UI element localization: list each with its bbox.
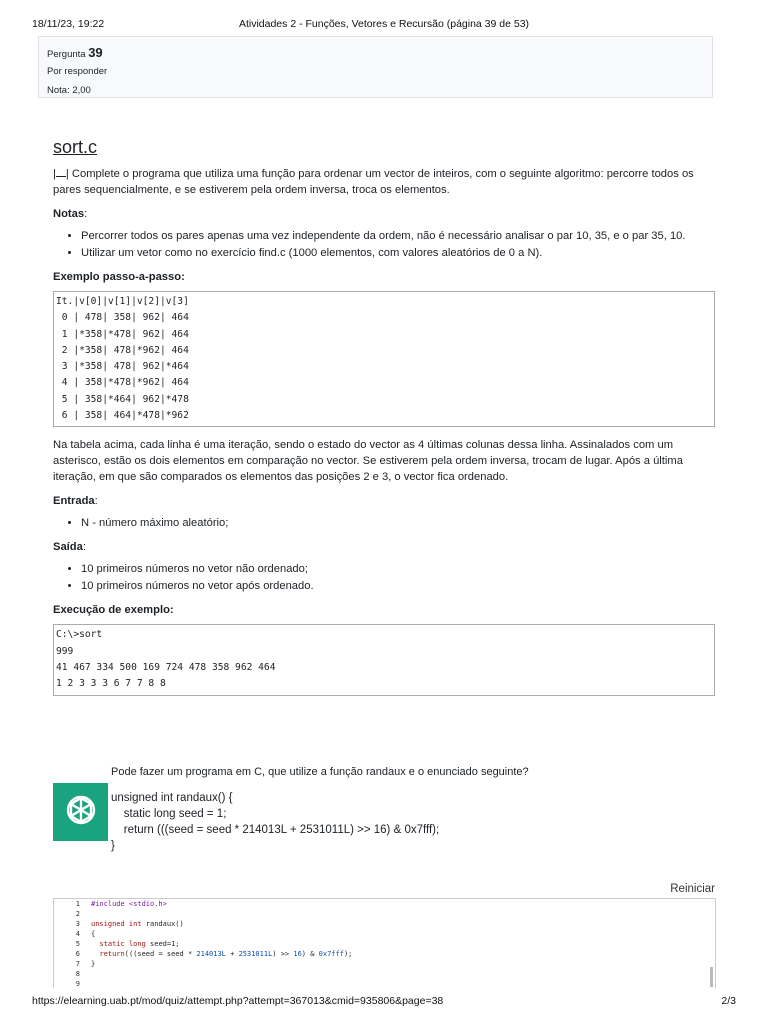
line-number: 4 bbox=[75, 930, 80, 938]
line-number: 9 bbox=[75, 980, 80, 988]
blank-marker: | | bbox=[53, 168, 69, 180]
list-item: • Utilizar um vetor como no exercício find.c (1000 elementos, com valores aleatórios de 0 a N). bbox=[81, 245, 715, 261]
line-number: 3 bbox=[75, 920, 80, 928]
code-line: } bbox=[91, 960, 96, 968]
saida-label: Saída bbox=[53, 541, 83, 554]
reset-button[interactable]: Reiniciar bbox=[670, 883, 715, 895]
seed-decl: seed=1; bbox=[145, 940, 180, 948]
code-line: unsigned int randaux() { bbox=[111, 792, 233, 804]
code-editor[interactable] bbox=[53, 898, 716, 988]
exemplo-heading: Exemplo passo-a-passo: bbox=[53, 271, 185, 283]
table-row: 6 | 358| 464|*478|*962 bbox=[56, 410, 189, 422]
code-token: ) & bbox=[301, 950, 319, 958]
line-number: 5 bbox=[75, 940, 80, 948]
code-line: } bbox=[111, 840, 115, 852]
chat-code bbox=[111, 790, 439, 854]
openai-logo-glyph bbox=[61, 792, 101, 832]
output-line: 999 bbox=[56, 645, 74, 657]
function-signature: randaux() bbox=[141, 920, 184, 928]
intro-text: Complete o programa que utiliza uma função para ordenar um vector de inteiros, com o seguinte algoritmo: percorre todos os pares sequencialmente, e se estiverem pela ordem inversa, troca os elementos. bbox=[53, 168, 694, 196]
list-item: • Percorrer todos os pares apenas uma vez independente da ordem, não é necessário analisar o par 10, 35, e o par 35, 10. bbox=[81, 228, 715, 244]
code-token: ); bbox=[343, 950, 353, 958]
line-number: 6 bbox=[75, 950, 80, 958]
code-line: { bbox=[91, 930, 96, 938]
question-content bbox=[53, 130, 715, 706]
question-label: Pergunta bbox=[47, 49, 86, 60]
list-item: • 10 primeiros números no vetor após ordenado. bbox=[81, 578, 715, 594]
code-line: static long seed = 1; bbox=[111, 808, 227, 820]
output-line: C:\>sort bbox=[56, 629, 103, 641]
line-number: 2 bbox=[75, 910, 80, 918]
chat-prompt: Pode fazer um programa em C, que utilize a função randaux e o enunciado seguinte? bbox=[111, 766, 529, 778]
execucao-heading: Execução de exemplo: bbox=[53, 604, 174, 617]
code-token: ) >> bbox=[272, 950, 294, 958]
question-info-box bbox=[38, 36, 713, 98]
print-title: Atividades 2 - Funções, Vetores e Recursão (página 39 de 53) bbox=[238, 18, 530, 30]
editor-scrollbar[interactable] bbox=[710, 967, 713, 987]
table-row: 3 |*358| 478| 962|*464 bbox=[56, 361, 189, 373]
code-line bbox=[91, 900, 167, 908]
line-number: 1 bbox=[75, 900, 80, 908]
explanation-paragraph: Na tabela acima, cada linha é uma iteração, sendo o estado do vector as 4 últimas colunas dessa linha. Assinalados com um asterisco, estão os dois elementos em comparação no vector. Se estiverem pela ordem inversa, trocam de lugar. Após a última iteração, em que são comparados os elementos das posições 2 e 3, o vector fica ordenado. bbox=[53, 439, 683, 484]
list-item: • N - número máximo aleatório; bbox=[81, 515, 715, 531]
execucao-box bbox=[53, 624, 715, 695]
entrada-list bbox=[53, 515, 715, 531]
table-row: 1 |*358|*478| 962| 464 bbox=[56, 328, 189, 340]
entrada-label: Entrada bbox=[53, 495, 95, 508]
code-line bbox=[91, 950, 352, 958]
return-keyword: return bbox=[99, 950, 125, 958]
list-item: • 10 primeiros números no vetor não ordenado; bbox=[81, 561, 715, 577]
code-line bbox=[91, 920, 184, 928]
page-url: https://elearning.uab.pt/mod/quiz/attempt.php?attempt=367013&cmid=935806&page=38 bbox=[32, 995, 444, 1007]
exercise-title: sort.c bbox=[53, 137, 98, 157]
line-number: 8 bbox=[75, 970, 80, 978]
table-row: 2 |*358| 478|*962| 464 bbox=[56, 344, 189, 356]
notas-heading: Notas: bbox=[53, 208, 88, 220]
question-number-row bbox=[47, 43, 704, 62]
code-line: return (((seed = seed * 214013L + 2531011L) >> 16) & 0x7fff); bbox=[111, 824, 440, 836]
code-number: 214013L bbox=[196, 950, 226, 958]
saida-list bbox=[53, 561, 715, 594]
include-directive: #include <stdio.h> bbox=[91, 900, 167, 908]
exemplo-table bbox=[53, 291, 715, 427]
print-footer bbox=[32, 995, 736, 1009]
code-number: 2531011L bbox=[238, 950, 273, 958]
static-keyword: static long bbox=[99, 940, 146, 948]
line-number: 7 bbox=[75, 960, 80, 968]
page-count: 2/3 bbox=[721, 995, 736, 1007]
type-keyword: unsigned int bbox=[91, 920, 142, 928]
question-number: 39 bbox=[88, 45, 103, 60]
code-token: (((seed = seed * bbox=[124, 950, 197, 958]
output-line: 1 2 3 3 3 6 7 7 8 8 bbox=[56, 678, 166, 690]
print-header bbox=[32, 18, 736, 32]
table-row: 5 | 358|*464| 962|*478 bbox=[56, 393, 189, 405]
table-row: 4 | 358|*478|*962| 464 bbox=[56, 377, 189, 389]
notas-list bbox=[53, 228, 715, 261]
print-date: 18/11/23, 19:22 bbox=[32, 18, 105, 30]
table-row: It.|v[0]|v[1]|v[2]|v[3] bbox=[56, 296, 189, 307]
question-status: Por responder bbox=[47, 66, 108, 77]
code-line bbox=[91, 940, 180, 948]
entrada-heading: Entrada: bbox=[53, 495, 98, 508]
saida-heading: Saída: bbox=[53, 541, 86, 554]
code-number: 16 bbox=[293, 950, 302, 958]
intro-paragraph bbox=[53, 166, 715, 198]
output-line: 41 467 334 500 169 724 478 358 962 464 bbox=[56, 661, 276, 673]
notas-label: Notas bbox=[53, 208, 85, 220]
code-token: + bbox=[225, 950, 239, 958]
table-row: 0 | 478| 358| 962| 464 bbox=[56, 312, 189, 324]
question-grade: Nota: 2,00 bbox=[47, 85, 91, 96]
code-number: 0x7fff bbox=[318, 950, 344, 958]
openai-logo-icon bbox=[53, 783, 108, 841]
